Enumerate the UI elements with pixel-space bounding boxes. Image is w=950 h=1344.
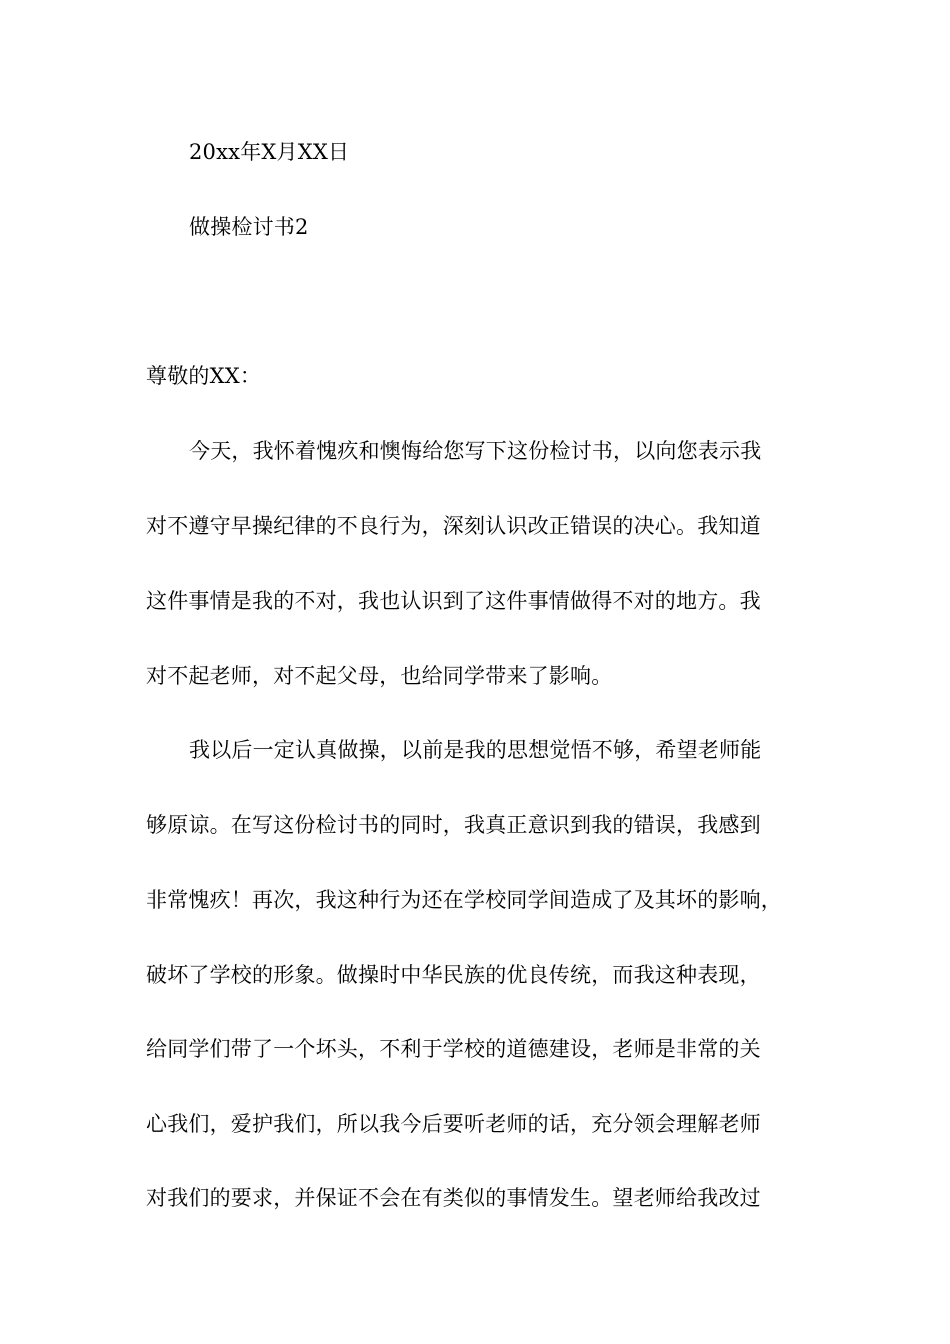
paragraph-line: 对不遵守早操纪律的不良行为，深刻认识改正错误的决心。我知道 (146, 514, 761, 538)
paragraph-line: 这件事情是我的不对，我也认识到了这件事情做得不对的地方。我 (146, 589, 761, 613)
date-line: 20xx年X月XX日 (189, 140, 350, 164)
paragraph-line: 非常愧疚！再次，我这种行为还在学校同学间造成了及其坏的影响， (146, 888, 782, 912)
paragraph-line: 够原谅。在写这份检讨书的同时，我真正意识到我的错误，我感到 (146, 813, 761, 837)
paragraph-line: 给同学们带了一个坏头，不利于学校的道德建设，老师是非常的关 (146, 1037, 761, 1061)
document-title: 做操检讨书2 (189, 215, 309, 239)
salutation: 尊敬的XX： (146, 364, 262, 388)
paragraph-line: 对我们的要求，并保证不会在有类似的事情发生。望老师给我改过 (146, 1186, 761, 1210)
paragraph-line: 对不起老师，对不起父母，也给同学带来了影响。 (146, 664, 613, 688)
paragraph-line: 我以后一定认真做操，以前是我的思想觉悟不够，希望老师能 (189, 738, 762, 762)
paragraph-line: 破坏了学校的形象。做操时中华民族的优良传统，而我这种表现， (146, 963, 761, 987)
paragraph-line: 心我们，爱护我们，所以我今后要听老师的话，充分领会理解老师 (146, 1112, 761, 1136)
paragraph-line: 今天，我怀着愧疚和懊悔给您写下这份检讨书，以向您表示我 (189, 439, 762, 463)
